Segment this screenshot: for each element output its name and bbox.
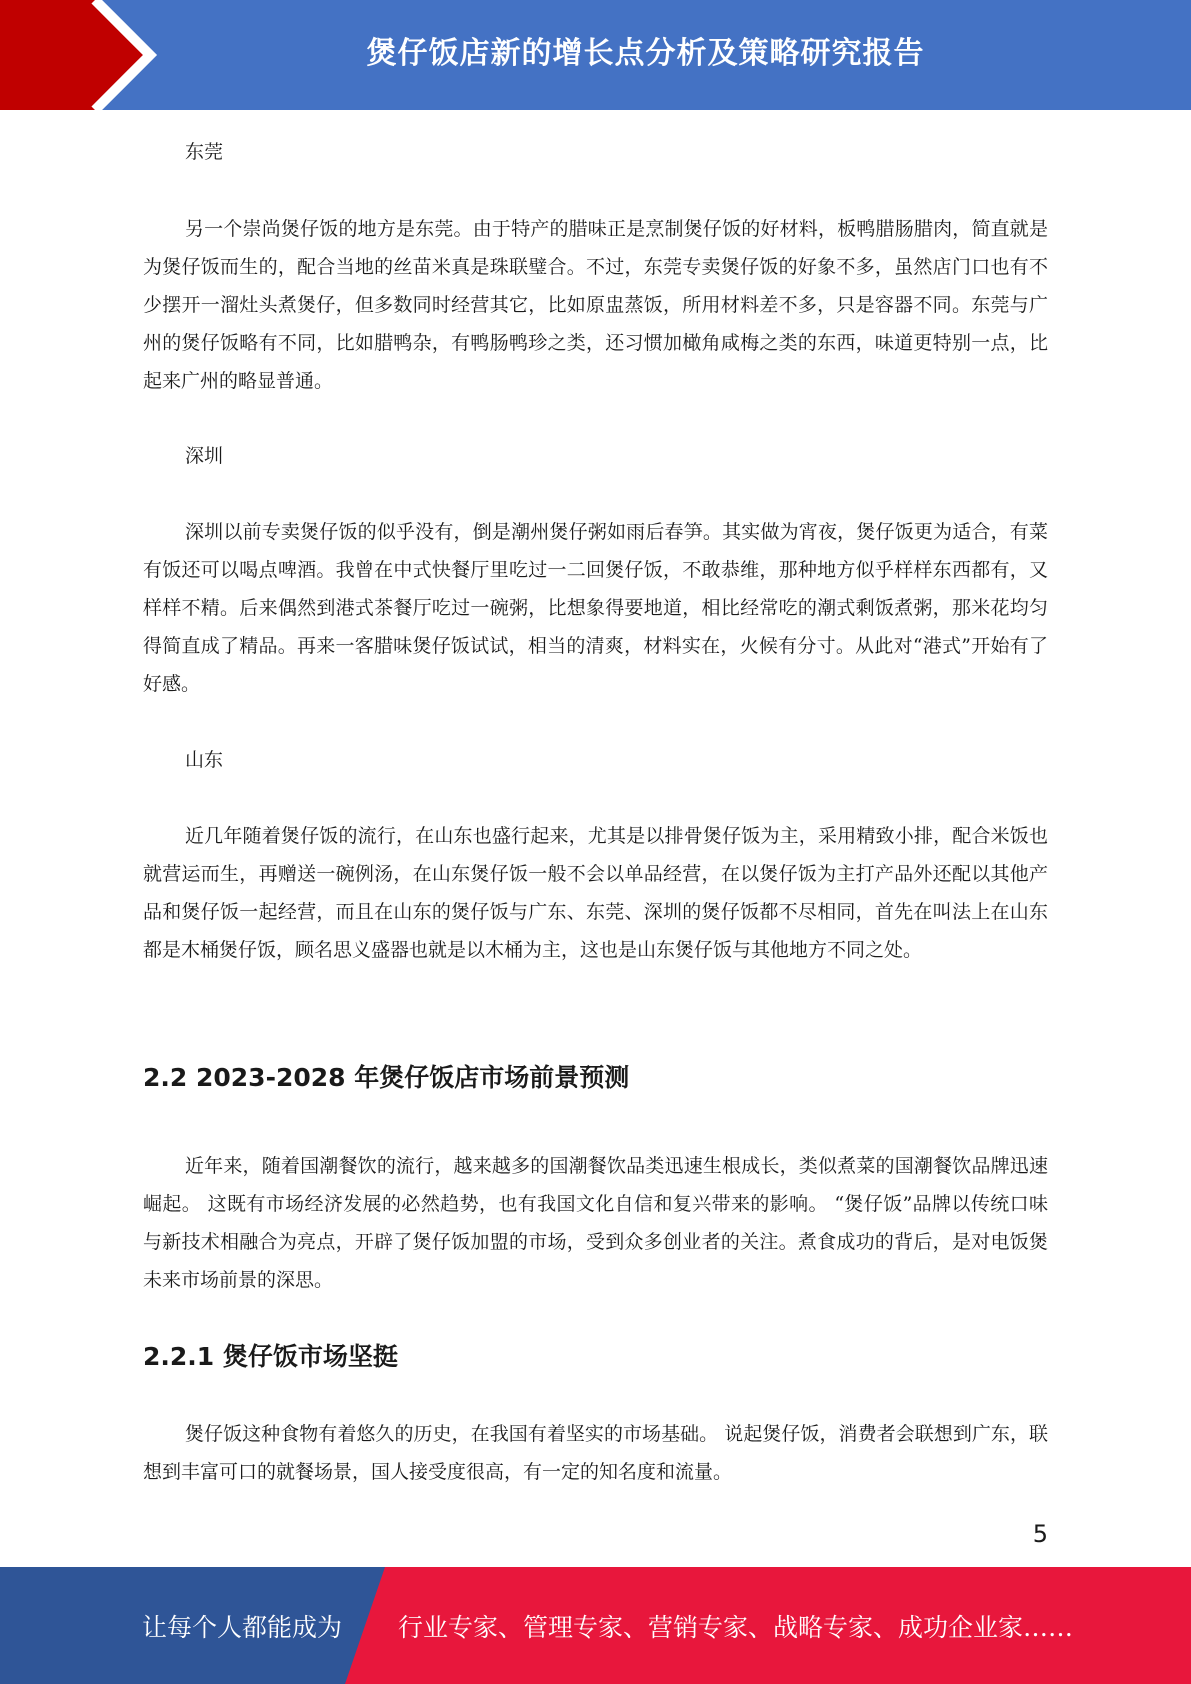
page-number: 5: [1032, 1520, 1048, 1548]
footer-slogan-right: 行业专家、管理专家、营销专家、战略专家、成功企业家……: [398, 1612, 1074, 1642]
section-label-dongguan: 东莞: [185, 141, 224, 163]
section-heading-2-2: 2.2 2023-2028 年煲仔饭店市场前景预测: [143, 1063, 630, 1092]
footer-slogan-left: 让每个人都能成为: [142, 1612, 343, 1642]
paragraph-market-solid: 煲仔饭这种食物有着悠久的历史，在我国有着坚实的市场基础。 说起煲仔饭，消费者会联想到广东，联想到丰富可口的就餐场景，国人接受度很高，有一定的知名度和流量。: [143, 1423, 1048, 1483]
section-label-shenzhen: 深圳: [185, 445, 224, 467]
section-label-shandong: 山东: [185, 749, 224, 771]
page-footer: [0, 1567, 1191, 1684]
paragraph-dongguan: 另一个崇尚煲仔饭的地方是东莞。由于特产的腊味正是烹制煲仔饭的好材料，板鸭腊肠腊肉，简直就是为煲仔饭而生的，配合当地的丝苗米真是珠联璧合。不过，东莞专卖煲仔饭的好象不多，虽然店门口也有不少摆开一溜灶头煮煲仔，但多数同时经营其它，比如原盅蒸饭，所用材料差不多，只是容器不同。东莞与广州的煲仔饭略有不同，比如腊鸭杂，有鸭肠鸭珍之类，还习惯加橄角咸梅之类的东西，味道更特别一点，比起来广州的略显普通。: [143, 218, 1048, 392]
paragraph-shandong: 近几年随着煲仔饭的流行，在山东也盛行起来，尤其是以排骨煲仔饭为主，采用精致小排，配合米饭也就营运而生，再赠送一碗例汤，在山东煲仔饭一般不会以单品经营，在以煲仔饭为主打产品外还配以其他产品和煲仔饭一起经营，而且在山东的煲仔饭与广东、东莞、深圳的煲仔饭都不尽相同，首先在叫法上在山东都是木桶煲仔饭，顾名思义盛器也就是以木桶为主，这也是山东煲仔饭与其他地方不同之处。: [143, 825, 1048, 961]
page-header: [0, 0, 1191, 110]
paragraph-shenzhen: 深圳以前专卖煲仔饭的似乎没有，倒是潮州煲仔粥如雨后春笋。其实做为宵夜，煲仔饭更为适合，有菜有饭还可以喝点啤酒。我曾在中式快餐厅里吃过一二回煲仔饭，不敢恭维，那种地方似乎样样东西都有，又样样不精。后来偶然到港式茶餐厅吃过一碗粥，比想象得要地道，相比经常吃的潮式剩饭煮粥，那米花均匀得简直成了精品。再来一客腊味煲仔饭试试，相当的清爽，材料实在，火候有分寸。从此对“港式”开始有了好感。: [143, 521, 1048, 695]
section-heading-2-2-1: 2.2.1 煲仔饭市场坚挺: [143, 1342, 398, 1371]
report-title: 煲仔饭店新的增长点分析及策略研究报告: [366, 36, 925, 71]
paragraph-market-outlook: 近年来，随着国潮餐饮的流行，越来越多的国潮餐饮品类迅速生根成长，类似煮菜的国潮餐饮品牌迅速崛起。 这既有市场经济发展的必然趋势，也有我国文化自信和复兴带来的影响。 “煲仔饭”品牌以传统口味与新技术相融合为亮点，开辟了煲仔饭加盟的市场，受到众多创业者的关注。煮食成功的背后，是对电饭煲未来市场前景的深思。: [143, 1155, 1048, 1291]
